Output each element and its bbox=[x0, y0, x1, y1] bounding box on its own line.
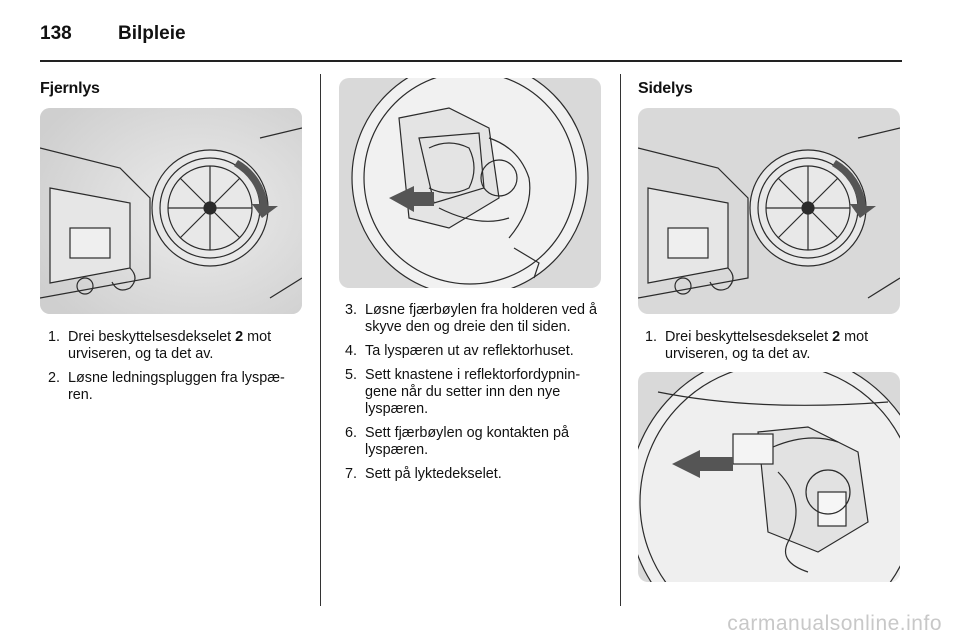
step-item bbox=[48, 329, 304, 363]
column-divider-left bbox=[320, 74, 321, 606]
step-number: 3. bbox=[345, 302, 358, 318]
step-number: 1. bbox=[645, 329, 658, 345]
step-number: 7. bbox=[345, 466, 358, 482]
step-number: 4. bbox=[345, 343, 358, 359]
figure-headlamp-cover bbox=[40, 108, 302, 314]
sidelamp-cover-illustration bbox=[638, 108, 900, 314]
steps-list-middle bbox=[345, 302, 607, 490]
step-text: Sett fjærbøylen og kontakten på lyspæren. bbox=[365, 425, 569, 458]
step-item bbox=[345, 302, 607, 336]
step-text-pre: Drei beskyttelsesdekselet bbox=[68, 329, 236, 345]
step-text: Ta lyspæren ut av reflektorhuset. bbox=[365, 343, 574, 359]
step-item bbox=[48, 370, 304, 404]
step-number: 2. bbox=[48, 370, 61, 386]
step-ref-number: 2 bbox=[832, 329, 841, 345]
step-text: Sett på lyktedekselet. bbox=[365, 466, 502, 482]
section-title-fjernlys: Fjernlys bbox=[40, 80, 100, 97]
step-ref-number: 2 bbox=[235, 329, 244, 345]
figure-sidelamp-plug bbox=[638, 372, 900, 582]
step-item bbox=[345, 367, 607, 418]
sidelamp-plug-illustration bbox=[638, 372, 900, 582]
step-text: Sett knastene i reflektorfordypnin-gene når du setter inn den nye lyspæren. bbox=[365, 367, 581, 417]
step-text-pre: Drei beskyttelsesdekselet bbox=[665, 329, 833, 345]
step-text: Løsne ledningspluggen fra lyspæ-ren. bbox=[68, 370, 285, 403]
page-header bbox=[40, 18, 186, 50]
header-rule bbox=[40, 60, 902, 62]
headlamp-cover-illustration bbox=[40, 108, 302, 314]
figure-sidelamp-cover bbox=[638, 108, 900, 314]
step-text: Løsne fjærbøylen fra holderen ved å skyve den og dreie den til siden. bbox=[365, 302, 597, 335]
section-title-sidelys: Sidelys bbox=[638, 80, 693, 97]
steps-list-sidelys bbox=[645, 329, 903, 370]
page-number: 138 bbox=[40, 23, 72, 44]
step-item bbox=[345, 425, 607, 459]
chapter-title: Bilpleie bbox=[118, 23, 186, 44]
step-item bbox=[345, 343, 607, 360]
step-text-post: mot urviseren, og ta det av. bbox=[665, 329, 869, 362]
step-item bbox=[645, 329, 903, 363]
watermark: carmanualsonline.info bbox=[727, 612, 942, 635]
column-divider-right bbox=[620, 74, 621, 606]
steps-list-fjernlys bbox=[48, 329, 304, 411]
step-number: 1. bbox=[48, 329, 61, 345]
step-text-post: mot urviseren, og ta det av. bbox=[68, 329, 272, 362]
bulb-clip-illustration bbox=[339, 78, 601, 288]
step-number: 5. bbox=[345, 367, 358, 383]
step-number: 6. bbox=[345, 425, 358, 441]
step-item bbox=[345, 466, 607, 483]
figure-bulb-spring-clip bbox=[339, 78, 601, 288]
